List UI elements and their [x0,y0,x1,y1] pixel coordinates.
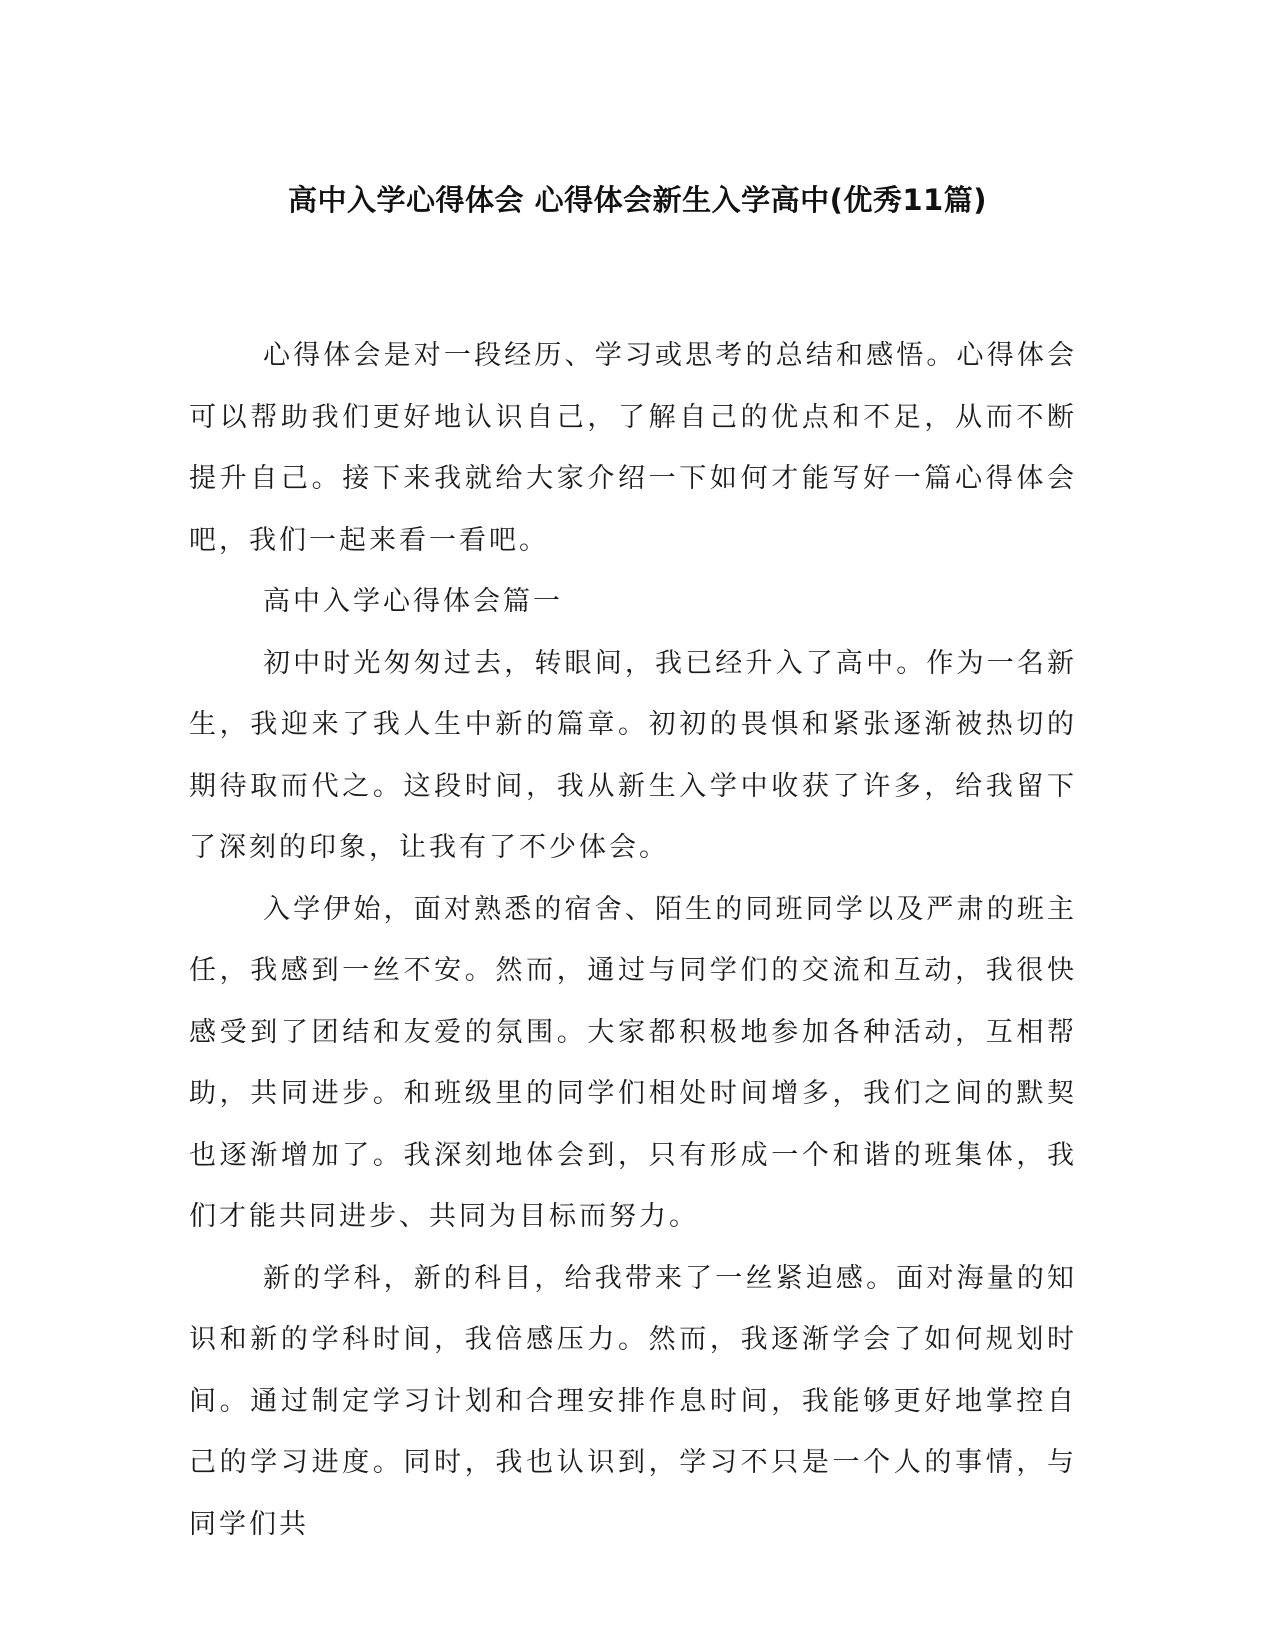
paragraph-intro: 心得体会是对一段经历、学习或思考的总结和感悟。心得体会可以帮助我们更好地认识自己，了解自己的优点和不足，从而不断提升自己。接下来我就给大家介绍一下如何才能写好一篇心得体会吧，我们一起来看一看吧。 [189,340,1077,556]
paragraph: 新的学科，新的科目，给我带来了一丝紧迫感。面对海量的知识和新的学科时间，我倍感压力。然而，我逐渐学会了如何规划时间。通过制定学习计划和合理安排作息时间，我能够更好地掌控自己的学习进度。同时，我也认识到，学习不只是一个人的事情，与同学们共 [189,1262,1077,1540]
paragraph: 入学伊始，面对熟悉的宿舍、陌生的同班同学以及严肃的班主任，我感到一丝不安。然而，通过与同学们的交流和互动，我很快感受到了团结和友爱的氛围。大家都积极地参加各种活动，互相帮助，共同进步。和班级里的同学们相处时间增多，我们之间的默契也逐渐增加了。我深刻地体会到，只有形成一个和谐的班集体，我们才能共同进步、共同为目标而努力。 [189,893,1077,1232]
paragraph: 初中时光匆匆过去，转眼间，我已经升入了高中。作为一名新生，我迎来了我人生中新的篇章。初初的畏惧和紧张逐渐被热切的期待取而代之。这段时间，我从新生入学中收获了许多，给我留下了深刻的印象，让我有了不少体会。 [189,647,1077,863]
document-body [189,325,1077,1555]
document-title: 高中入学心得体会 心得体会新生入学高中(优秀11篇) [288,183,987,217]
section-heading: 高中入学心得体会篇一 [263,586,563,617]
